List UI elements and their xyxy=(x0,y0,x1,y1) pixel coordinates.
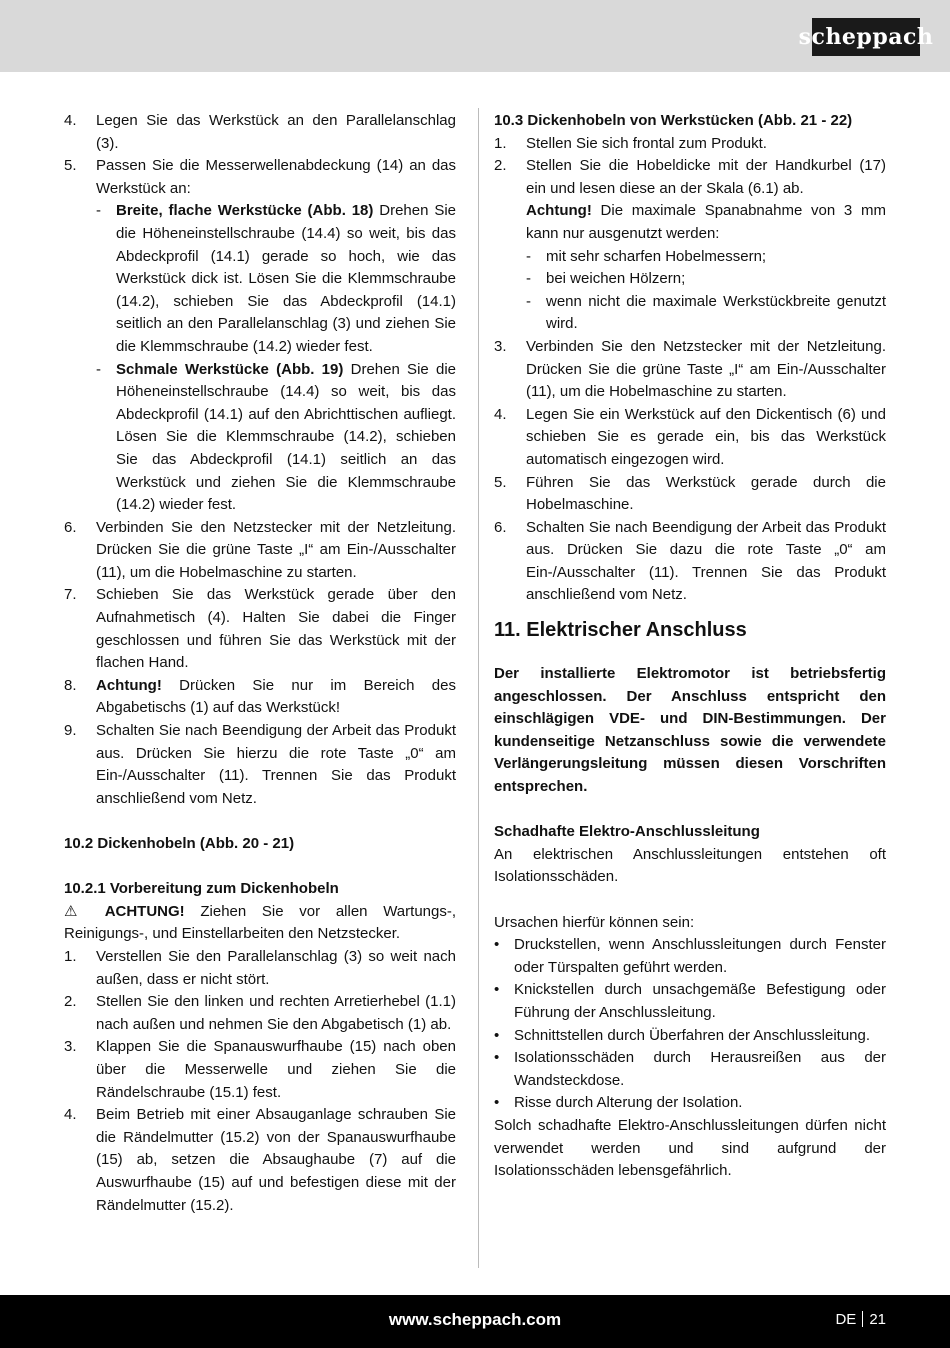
warning-icon: ⚠ xyxy=(64,902,89,920)
sub-list-item: - bei weichen Hölzern; xyxy=(526,270,686,288)
brand-logo-text: scheppach xyxy=(798,24,934,50)
brand-logo xyxy=(798,18,934,56)
paragraph: Ursachen hierfür können sein: xyxy=(494,913,695,931)
paragraph: An elektrischen Anschlussleitungen entstehen oft Isolationsschäden. xyxy=(494,845,886,886)
list-item: 1. Stellen Sie sich frontal zum Produkt. xyxy=(494,134,767,152)
right-column xyxy=(494,110,886,1183)
subheading-schadhafte-leitung: Schadhafte Elektro-Anschlussleitung xyxy=(494,823,760,841)
website-link[interactable]: www.scheppach.com xyxy=(388,1310,562,1329)
page-number: DE 21 xyxy=(835,1311,886,1328)
sub-list-item: - wenn nicht die maximale Werkstückbreite genutzt wird. xyxy=(526,292,886,333)
bullet-list xyxy=(494,934,886,1115)
page-header xyxy=(0,0,950,72)
bullet-item: • Druckstellen, wenn Anschlussleitungen durch Fenster oder Türspalten geführt werden. xyxy=(494,936,886,976)
list-item: 1. Verstellen Sie den Parallelanschlag (3) so weit nach außen, dass er nicht stört. xyxy=(64,947,456,988)
list-item: 4. Beim Betrieb mit einer Absauganlage schrauben Sie die Rändelmutter (15.2) von der Spanauswurfhaube (15) ab, setzen die Absaughaube (7) auf die Auswurfhaube (15) auf und befestigen diese mit der Rändelmutter (15.2). xyxy=(64,1106,456,1214)
column-divider xyxy=(478,108,479,1268)
bullet-item: • Risse durch Alterung der Isolation. xyxy=(494,1094,743,1112)
caution-note: Achtung! Die maximale Spanabnahme von 3 mm kann nur ausgenutzt werden: xyxy=(526,202,886,242)
page-footer xyxy=(0,1295,950,1348)
section-heading-10-2: 10.2 Dickenhobeln (Abb. 20 - 21) xyxy=(64,835,295,852)
sub-list-item: - Breite, flache Werkstücke (Abb. 18) Drehen Sie die Höheneinstellschraube (14.4) so weit, bis das Abdeckprofil (14.1) gerade so hoch, wie das Werkstück dick ist. Lösen Sie die Klemmschraube (14.2), schieben Sie das Abdeckprofil (14.1) seitlich an den Parallelanschlag (3) und ziehen Sie die Klemmschraube (14.2) wieder fest. xyxy=(96,202,456,355)
list-item: 5. Führen Sie das Werkstück gerade durch die Hobelmaschine. xyxy=(494,473,886,514)
section-heading-10-3: 10.3 Dickenhobeln von Werkstücken (Abb. 21 - 22) xyxy=(494,112,853,129)
left-column xyxy=(64,110,456,1217)
warning-paragraph: ⚠ ACHTUNG! Ziehen Sie vor allen Wartungs-, Reinigungs-, und Einstellarbeiten den Netzstecker. xyxy=(64,902,457,943)
list-item: 3. Verbinden Sie den Netzstecker mit der Netzleitung. Drücken Sie die grüne Taste „I“ am Ein-/Ausschalter (11), um die Hobelmaschine zu starten. xyxy=(494,337,886,401)
list-item: 3. Klappen Sie die Spanauswurfhaube (15) nach oben über die Messerwelle und ziehen Sie die Rändelschraube (15.1) fest. xyxy=(64,1038,456,1101)
list-item: 4. Legen Sie ein Werkstück auf den Dickentisch (6) und schieben Sie es gerade ein, bis das Werkstück automatisch eingezogen wird. xyxy=(494,405,886,468)
list-item: 9. Schalten Sie nach Beendigung der Arbeit das Produkt aus. Drücken Sie hierzu die rote Taste „0“ am Ein-/Ausschalter (11). Trennen Sie das Produkt anschließend vom Netz. xyxy=(64,722,456,807)
bullet-item: • Isolationsschäden durch Herausreißen aus der Wandsteckdose. xyxy=(494,1049,886,1089)
list-item: 6. Schalten Sie nach Beendigung der Arbeit das Produkt aus. Drücken Sie dazu die rote Taste „0“ am Ein-/Ausschalter (11). Trennen Sie das Produkt anschließend vom Netz. xyxy=(494,518,886,604)
list-item: 5. Passen Sie die Messerwellenabdeckung (14) an das Werkstück an: xyxy=(64,157,456,197)
sub-list-item: - Schmale Werkstücke (Abb. 19) Drehen Sie die Höheneinstellschraube (14.4) so weit, bis das Abdeckprofil (14.1) auf den Abrichttischen aufliegt. Lösen Sie die Klemmschraube (14.2), schieben Sie das Abdeckprofil (14.1) seitlich an das Werkstück und ziehen Sie die Klemmschraube (14.2) wieder fest. xyxy=(96,360,456,514)
list-item: 2. Stellen Sie den linken und rechten Arretierhebel (1.1) nach außen und nehmen Sie den Abgabetisch (1) ab. xyxy=(64,993,456,1033)
list-item: 2. Stellen Sie die Hobeldicke mit der Handkurbel (17) ein und lesen diese an der Skala (6.1) ab. xyxy=(494,157,886,197)
section-heading-11: 11. Elektrischer Anschluss xyxy=(494,619,747,642)
bullet-item: • Knickstellen durch unsachgemäße Befestigung oder Führung der Anschlussleitung. xyxy=(494,981,886,1021)
section-heading-10-2-1: 10.2.1 Vorbereitung zum Dickenhobeln xyxy=(64,880,339,898)
list-item: 6. Verbinden Sie den Netzstecker mit der Netzleitung. Drücken Sie die grüne Taste „I“ am Ein-/Ausschalter (11), um die Hobelmaschine zu starten. xyxy=(64,518,456,581)
intro-paragraph: Der installierte Elektromotor ist betriebsfertig angeschlossen. Der Anschluss entspricht den einschlägigen VDE- und DIN-Bestimmungen. Der kundenseitige Netzanschluss sowie die verwendete Verlängerungsleitung müssen diesen Vorschriften entsprechen. xyxy=(494,665,886,796)
list-item: 7. Schieben Sie das Werkstück gerade über den Aufnahmetisch (4). Halten Sie dabei die Finger geschlossen und führen Sie das Werkstück mit der flachen Hand. xyxy=(64,586,456,672)
paragraph: Solch schadhafte Elektro-Anschlussleitungen dürfen nicht verwendet werden und sind aufgrund der Isolationsschäden lebensgefährlich. xyxy=(494,1116,886,1180)
list-item: 8. Achtung! Drücken Sie nur im Bereich des Abgabetischs (1) auf das Werkstück! xyxy=(64,676,456,717)
list-item: 4. Legen Sie das Werkstück an den Parallelanschlag (3). xyxy=(64,112,456,152)
bullet-item: • Schnittstellen durch Überfahren der Anschlussleitung. xyxy=(494,1026,871,1044)
sub-list-item: - mit sehr scharfen Hobelmessern; xyxy=(526,247,767,265)
